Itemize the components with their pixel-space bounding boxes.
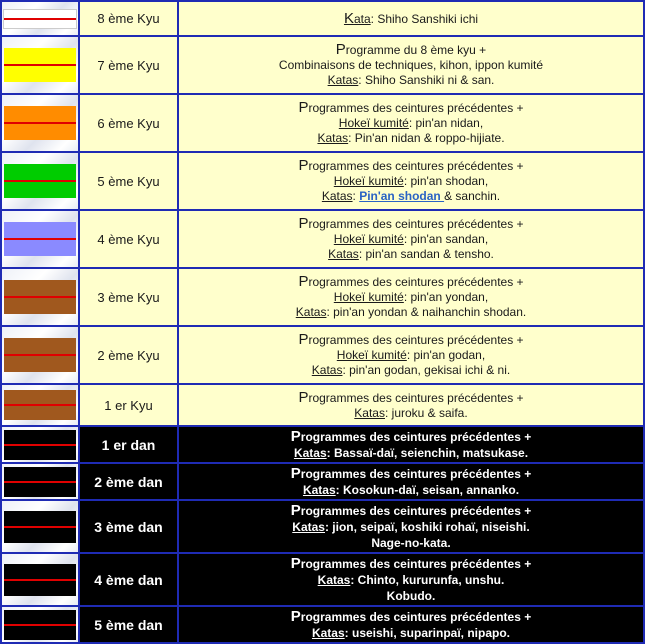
program-initial: P xyxy=(298,215,309,232)
table-row xyxy=(1,426,644,463)
belt-cell xyxy=(1,1,79,36)
katas-label: Katas xyxy=(311,625,345,640)
program-text: : useishi, suparinpaï, nipapo. xyxy=(344,625,511,640)
program-text: Nage-no-kata. xyxy=(371,535,451,550)
grade-label: 5 ème Kyu xyxy=(79,152,178,210)
hokei-kumite-label: Hokeï kumité xyxy=(338,116,409,130)
belt-swatch xyxy=(4,390,76,420)
table-row xyxy=(1,463,644,500)
program-cell xyxy=(178,553,644,606)
program-text: : Chinto, kururunfa, unshu. xyxy=(350,572,505,587)
grade-label: 6 ème Kyu xyxy=(79,94,178,152)
program-text: : pin'an sandan & tensho. xyxy=(358,247,494,261)
program-text: rogrammes des ceintures précédentes + xyxy=(300,503,532,518)
program-cell xyxy=(178,463,644,500)
program-initial: P xyxy=(290,464,301,482)
hokei-kumite-label: Hokeï kumité xyxy=(336,348,407,362)
program-cell xyxy=(178,606,644,643)
grade-label: 3 ème dan xyxy=(79,500,178,553)
program-cell xyxy=(178,384,644,426)
program-cell xyxy=(178,1,644,36)
belt-swatch xyxy=(3,9,77,29)
katas-label: Katas xyxy=(328,247,359,261)
program-initial: P xyxy=(290,427,301,445)
program-initial: P xyxy=(290,607,301,625)
belt-swatch xyxy=(4,511,76,543)
katas-label: Katas xyxy=(293,445,327,460)
belt-swatch xyxy=(4,48,76,82)
program-text: : pin'an shodan, xyxy=(403,174,489,188)
program-initial: P xyxy=(290,501,301,519)
belt-cell xyxy=(1,500,79,553)
katas-label: Katas xyxy=(292,519,325,534)
katas-label: ata xyxy=(353,11,371,26)
grade-label: 4 ème Kyu xyxy=(79,210,178,268)
program-initial: P xyxy=(298,388,309,406)
katas-label: Katas xyxy=(317,131,349,145)
program-initial: P xyxy=(298,99,309,116)
belt-swatch xyxy=(4,106,76,140)
grade-label: 5 ème dan xyxy=(79,606,178,643)
program-text: & sanchin. xyxy=(444,189,501,203)
table-row xyxy=(1,152,644,210)
program-text: Kobudo. xyxy=(386,588,436,603)
program-text: : pin'an nidan, xyxy=(408,116,484,130)
program-text: : Kosokun-daï, seisan, annanko. xyxy=(335,482,520,497)
program-text: rogrammes des ceintures précédentes + xyxy=(300,609,532,624)
program-text: rogrammes des ceintures précédentes + xyxy=(308,390,524,405)
program-text: : pin'an godan, gekisai ichi & ni. xyxy=(342,363,511,377)
program-text: rogrammes des ceintures précédentes + xyxy=(308,217,524,231)
program-cell xyxy=(178,326,644,384)
program-cell xyxy=(178,94,644,152)
belt-swatch xyxy=(4,222,76,256)
program-text: : pin'an yondan, xyxy=(403,290,489,304)
belt-cell xyxy=(1,384,79,426)
belt-cell xyxy=(1,553,79,606)
belt-cell xyxy=(1,210,79,268)
table-row xyxy=(1,326,644,384)
table-row xyxy=(1,94,644,152)
belt-cell xyxy=(1,606,79,643)
katas-label: Katas xyxy=(354,405,385,420)
katas-label: Katas xyxy=(327,73,359,87)
program-initial: P xyxy=(290,554,301,572)
hokei-kumite-label: Hokeï kumité xyxy=(333,174,404,188)
program-cell xyxy=(178,268,644,326)
katas-label: Katas xyxy=(321,189,353,203)
program-text: : jion, seipaï, koshiki rohaï, niseishi. xyxy=(324,519,530,534)
belt-swatch xyxy=(4,467,76,497)
katas-label: Katas xyxy=(295,305,327,319)
belt-swatch xyxy=(4,610,76,640)
program-text: rogrammes des ceintures précédentes + xyxy=(300,466,532,481)
program-initial: P xyxy=(298,273,309,290)
table-row xyxy=(1,384,644,426)
grade-label: 4 ème dan xyxy=(79,553,178,606)
grade-label: 2 ème dan xyxy=(79,463,178,500)
program-text: rogrammes des ceintures précédentes + xyxy=(308,333,524,347)
belt-cell xyxy=(1,463,79,500)
belt-swatch xyxy=(4,164,76,198)
program-initial: P xyxy=(298,331,309,348)
table-row xyxy=(1,210,644,268)
belt-swatch xyxy=(4,430,76,460)
table-row xyxy=(1,268,644,326)
belt-cell xyxy=(1,426,79,463)
hokei-kumite-label: Hokeï kumité xyxy=(333,290,404,304)
program-text: : pin'an godan, xyxy=(406,348,486,362)
program-initial: P xyxy=(335,41,346,58)
katas-label: Katas xyxy=(317,572,351,587)
program-text: rogrammes des ceintures précédentes + xyxy=(300,556,532,571)
katas-label: Katas xyxy=(311,363,343,377)
table-row xyxy=(1,36,644,94)
grade-label: 2 ème Kyu xyxy=(79,326,178,384)
program-text: rogramme du 8 ème kyu + xyxy=(345,43,487,57)
belt-swatch xyxy=(4,280,76,314)
program-initial: K xyxy=(343,9,354,27)
program-text: : Shiho Sanshiki ni & san. xyxy=(358,73,495,87)
program-text: : Pin'an nidan & roppo-hijiate. xyxy=(348,131,505,145)
program-text: Combinaisons de techniques, kihon, ippon kumité xyxy=(278,58,544,72)
grade-label: 1 er Kyu xyxy=(79,384,178,426)
program-text: : Bassaï-daï, seienchin, matsukase. xyxy=(326,445,529,460)
program-text: : pin'an sandan, xyxy=(403,232,489,246)
belt-cell xyxy=(1,268,79,326)
grade-label: 3 ème Kyu xyxy=(79,268,178,326)
katas-label: Katas xyxy=(302,482,336,497)
grade-label: 8 ème Kyu xyxy=(79,1,178,36)
program-cell xyxy=(178,36,644,94)
table-row xyxy=(1,1,644,36)
belt-swatch xyxy=(4,564,76,596)
program-cell xyxy=(178,500,644,553)
belt-cell xyxy=(1,94,79,152)
program-text: : juroku & saifa. xyxy=(384,405,468,420)
program-text: : Shiho Sanshiki ichi xyxy=(370,11,479,26)
program-text: rogrammes des ceintures précédentes + xyxy=(308,275,524,289)
program-cell xyxy=(178,426,644,463)
grade-label: 1 er dan xyxy=(79,426,178,463)
belt-swatch xyxy=(4,338,76,372)
program-text: : pin'an yondan & naihanchin shodan. xyxy=(326,305,527,319)
program-initial: P xyxy=(298,157,309,174)
table-row xyxy=(1,553,644,606)
belt-cell xyxy=(1,326,79,384)
program-text: rogrammes des ceintures précédentes + xyxy=(308,159,524,173)
program-cell xyxy=(178,152,644,210)
table-row xyxy=(1,500,644,553)
belt-cell xyxy=(1,152,79,210)
table-row xyxy=(1,606,644,643)
program-cell xyxy=(178,210,644,268)
pinan-shodan-link[interactable]: Pin'an shodan xyxy=(359,189,445,203)
belt-cell xyxy=(1,36,79,94)
program-text: : xyxy=(352,189,360,203)
program-text: rogrammes des ceintures précédentes + xyxy=(300,429,532,444)
grade-label: 7 ème Kyu xyxy=(79,36,178,94)
hokei-kumite-label: Hokeï kumité xyxy=(333,232,404,246)
program-text: rogrammes des ceintures précédentes + xyxy=(308,101,524,115)
